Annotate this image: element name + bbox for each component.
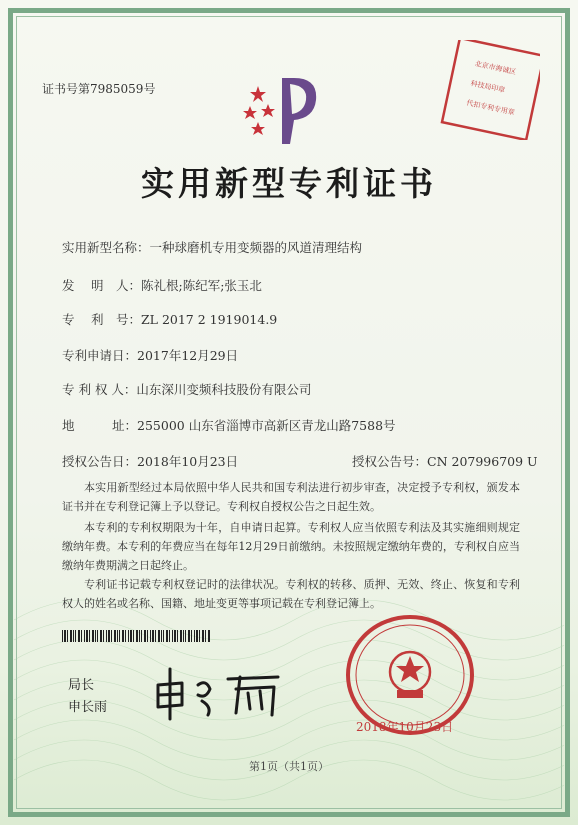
- field-label: 实用新型名称：: [62, 240, 150, 255]
- field-label: 地 址：: [62, 418, 138, 433]
- field-utility-name: [62, 238, 362, 256]
- field-apply-date: [62, 346, 238, 364]
- paragraph-1: 本实用新型经过本局依照中华人民共和国专利法进行初步审查，决定授予专利权，颁发本证书并在专利登记簿上予以登记。专利权自授权公告之日起生效。: [62, 481, 520, 513]
- seal-date: 2018年10月23日: [356, 720, 454, 734]
- certificate-number: 证书号第7985059号: [42, 82, 156, 96]
- director-title: 局长: [68, 678, 95, 693]
- field-value: 一种球磨机专用变频器的风道清理结构: [149, 240, 363, 255]
- field-address: [62, 416, 396, 434]
- field-patent-number: [62, 310, 277, 328]
- svg-text:北京市海诚区: 北京市海诚区: [474, 59, 517, 77]
- paragraph-3: 专利证书记载专利权登记时的法律状况。专利权的转移、质押、无效、终止、恢复和专利权人的姓名或名称、国籍、地址变更等事项记载在专利登记簿上。: [62, 578, 520, 610]
- field-label: 授权公告号：: [352, 454, 428, 469]
- field-label: 专 利 权 人：: [62, 382, 137, 397]
- paragraph-2: 本专利的专利权期限为十年，自申请日起算。专利权人应当依照专利法及其实施细则规定缴纳年费。本专利的年费应当在每年12月29日前缴纳。未按照规定缴纳年费的，专利权自应当缴纳年费期满之日起终止。: [62, 521, 520, 572]
- field-value: 2017年12月29日: [137, 348, 239, 363]
- page-number: 第1页（共1页）: [249, 760, 329, 773]
- svg-text:代扣专利专用章: 代扣专利专用章: [465, 98, 516, 117]
- field-value: 陈礼根;陈纪军;张玉北: [140, 278, 262, 293]
- field-holder: [62, 380, 311, 398]
- field-inventor: [62, 276, 262, 294]
- field-value: 山东深川变频科技股份有限公司: [136, 382, 312, 397]
- director-signature: [148, 655, 288, 725]
- barcode-icon: [62, 630, 210, 642]
- field-value: 2018年10月23日: [137, 454, 239, 469]
- patent-office-logo-icon: [238, 70, 328, 150]
- field-pub-number: [352, 452, 538, 470]
- field-label: 专利申请日：: [62, 348, 138, 363]
- field-value: 255000 山东省淄博市高新区青龙山路7588号: [137, 418, 396, 433]
- field-value: ZL 2017 2 1919014.9: [140, 312, 278, 327]
- field-label: 发 明 人：: [62, 278, 141, 293]
- field-grant-date: [62, 452, 238, 470]
- top-right-seal: [410, 40, 540, 140]
- director-name: 申长雨: [68, 700, 108, 715]
- field-value: CN 207996709 U: [427, 454, 538, 469]
- field-label: 授权公告日：: [62, 454, 138, 469]
- field-label: 专 利 号：: [62, 312, 141, 327]
- certificate-title: 实用新型专利证书: [141, 164, 437, 203]
- svg-text:科技局印章: 科技局印章: [469, 79, 506, 95]
